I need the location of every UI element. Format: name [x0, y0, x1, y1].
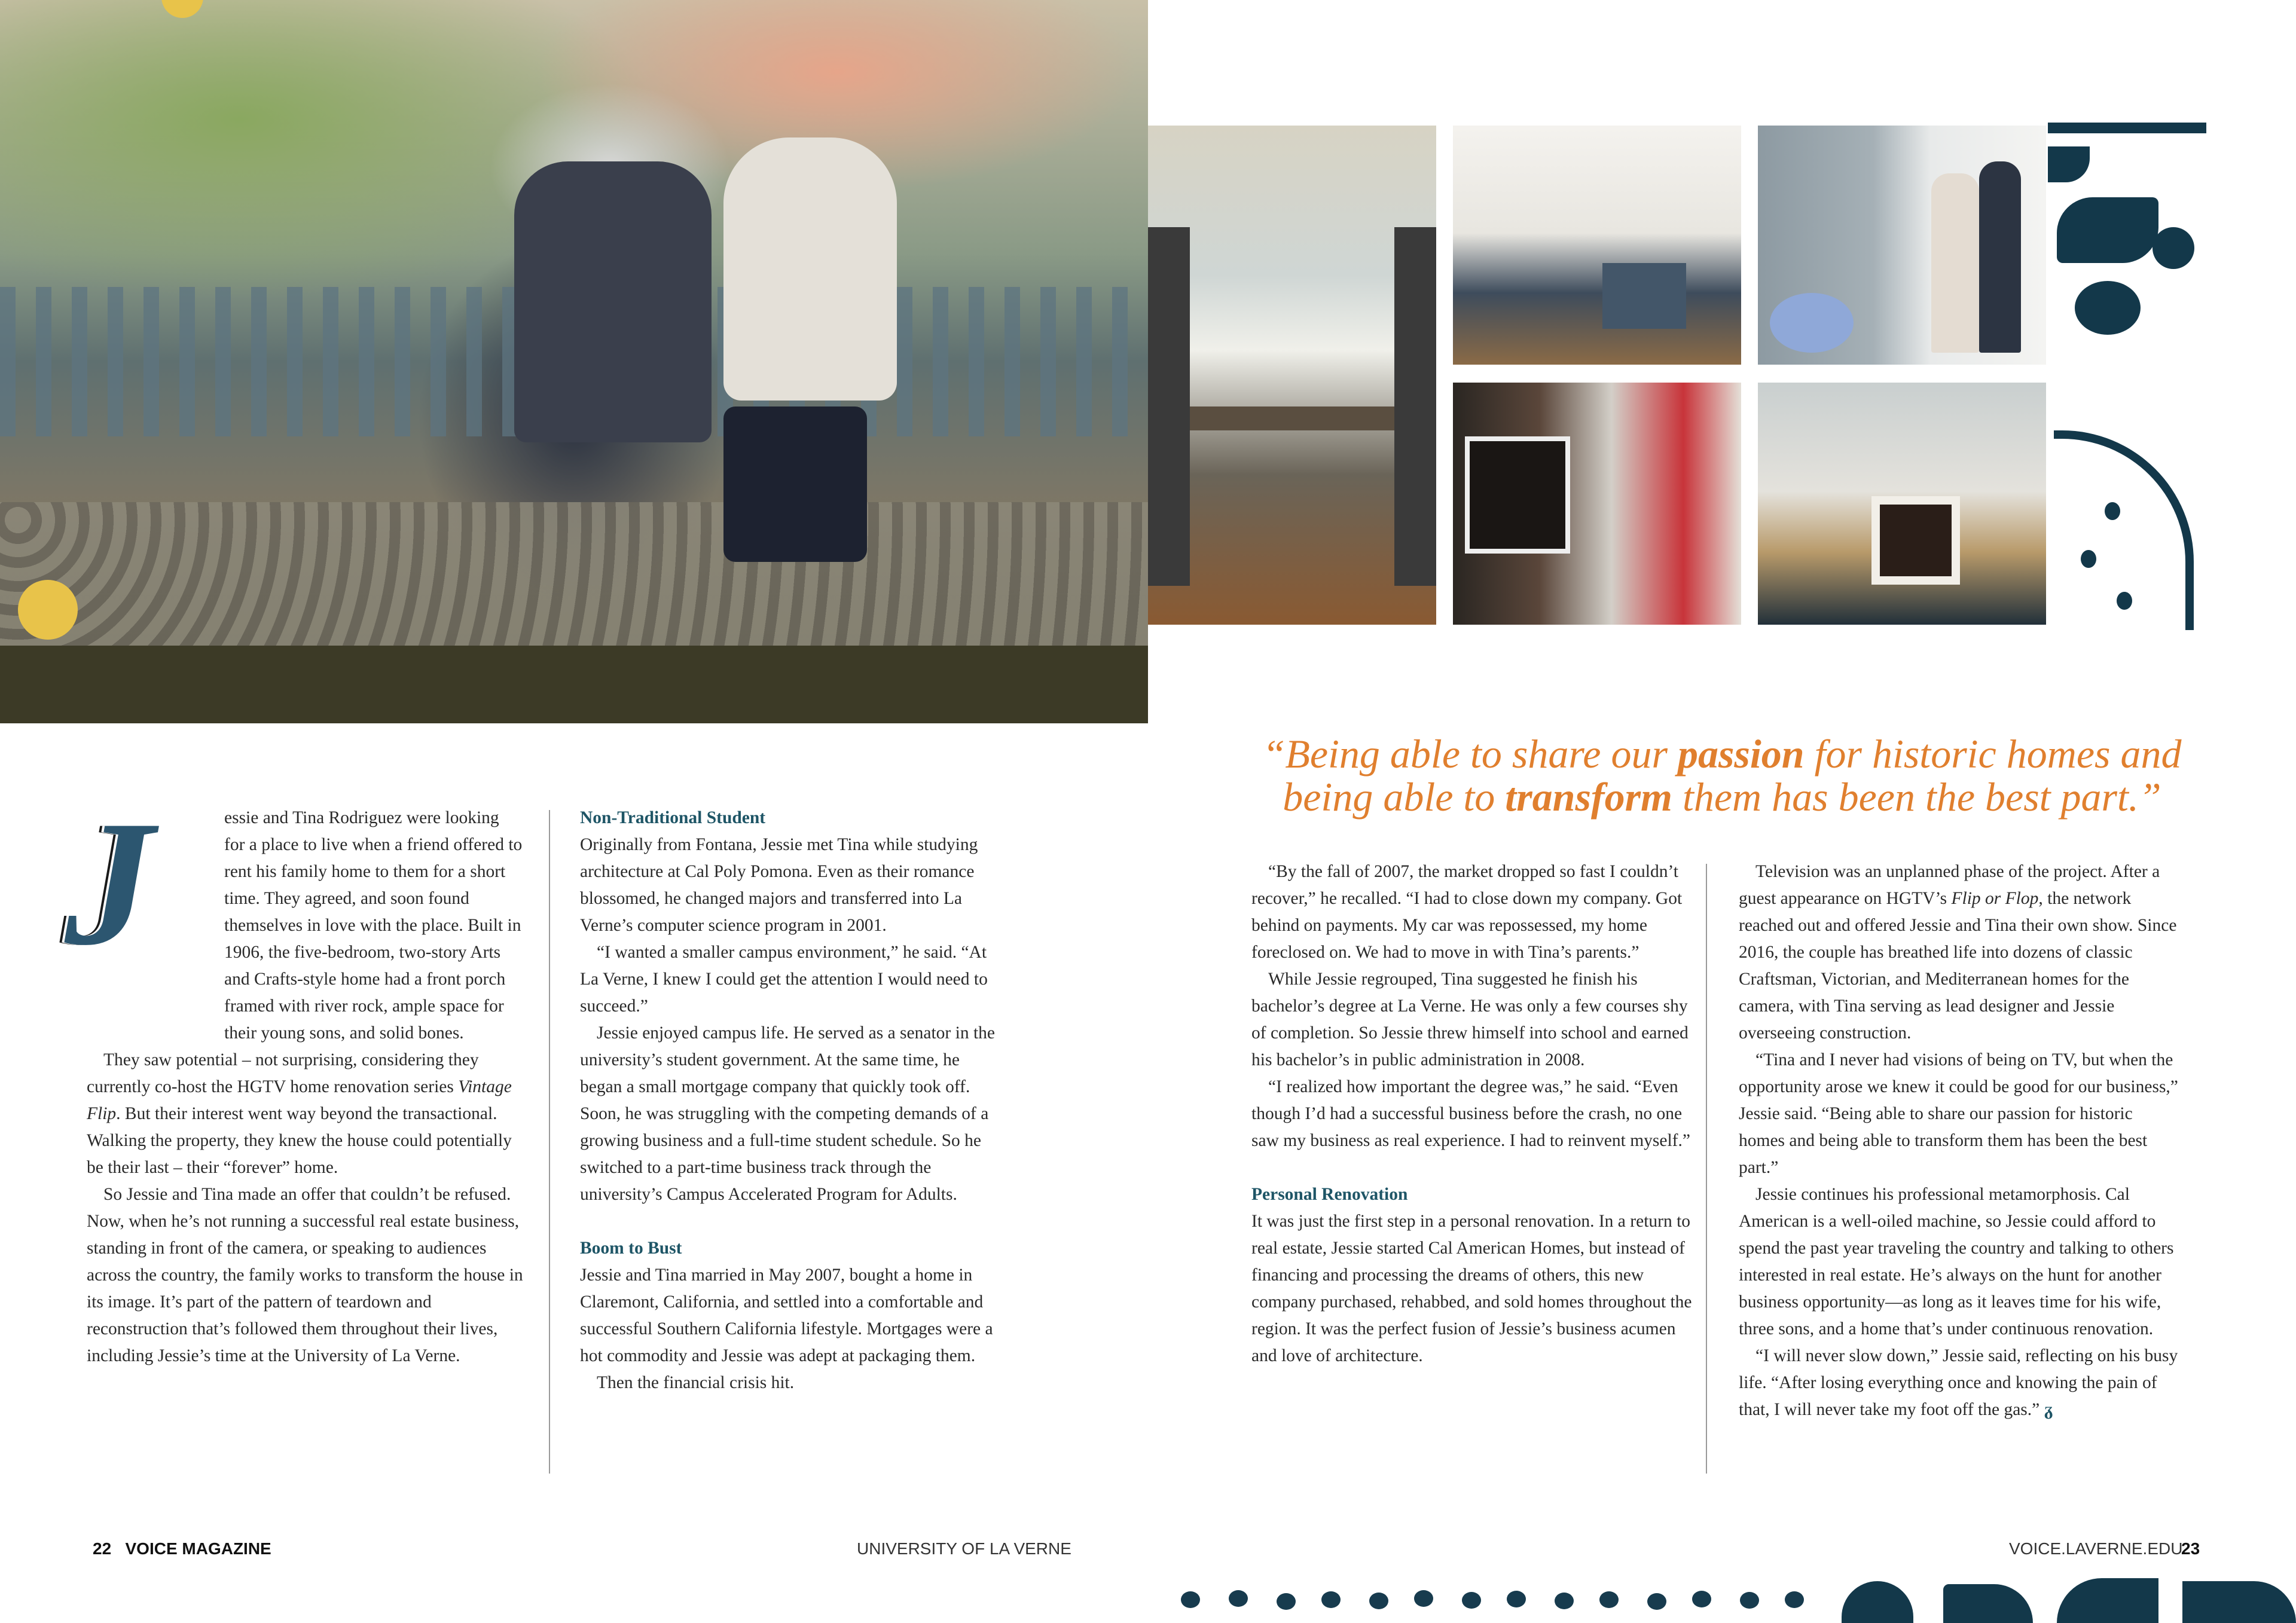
drop-cap-space [66, 805, 227, 960]
man-at-door [1979, 161, 2021, 353]
paragraph: “I will never slow down,” Jessie said, reflecting on his busy life. “After losing everything once and knowing the pain of that, I will never take my foot off the gas.” ᵹ [1739, 1346, 2178, 1419]
kitchen-island [1602, 263, 1686, 329]
paragraph: essie and Tina Rodriguez were looking for a place to live when a friend offered to rent his family home to them for a short time. They agreed, and soon found themselves in love with the place. Built in 1906, the five-bedroom, two-story Arts and Crafts-style home had a front porch framed with river rock, ample space for their young sons, and solid bones. [224, 808, 523, 1043]
article-column-2 [580, 805, 1004, 1396]
paragraph: Television was an unplanned phase of the project. After a guest appearance on HGTV’s Flip or Flop, the network reached out and offered Jessie and Tina their own show. Since 2016, the couple has breathed life into dozens of classic Craftsman, Victorian, and Mediterranean homes for the camera, with Tina serving as lead designer and Jessie overseeing construction. [1739, 862, 2177, 1043]
fireplace [1465, 436, 1570, 554]
footer-center: UNIVERSITY OF LA VERNE [857, 1539, 1071, 1558]
lemon-fruit [161, 0, 203, 18]
paragraph: “By the fall of 2007, the market dropped so fast I couldn’t recover,” he recalled. “I had to close down my company. Got behind on payments. My car was repossessed, my home foreclosed on. We had to move in with Tina’s parents.” [1251, 862, 1683, 962]
section-heading-boom-to-bust: Boom to Bust [580, 1239, 682, 1258]
woman-at-door [1931, 173, 1979, 353]
porch-photo [1758, 126, 2046, 365]
paragraph: Jessie continues his professional metamorphosis. Cal American is a well-oiled machine, so Jessie could afford to spend the past year traveling the country and talking to others interested in real estate. He’s always on the hunt for another business opportunity—as long as it leaves time for his wife, three sons, and a home that’s under continuous renovation. [1739, 1185, 2174, 1338]
pull-quote: “Being able to share our passion for historic homes and being able to transform them has been the best part.” [1262, 731, 2182, 820]
page-number-right: 23 [2181, 1539, 2200, 1558]
couple-fireplace-photo [1453, 383, 1741, 625]
curtain-right [1394, 227, 1436, 586]
paragraph: “Tina and I never had visions of being on TV, but when the opportunity arose we knew it could be good for our business,” Jessie said. “Being able to share our passion for historic homes and being able to transform them has been the best part.” [1739, 1050, 2178, 1177]
end-mark-icon: ᵹ [2044, 1400, 2053, 1419]
garden-ground [0, 646, 1148, 723]
stone-wall-decoration [0, 502, 1148, 652]
tile-dot-decoration [1599, 1591, 1619, 1608]
drop-cap: J [65, 784, 154, 982]
lemon-fruit [18, 580, 78, 640]
tile-dot-decoration [1321, 1591, 1341, 1608]
woman-legs [723, 406, 867, 562]
paragraph: Originally from Fontana, Jessie met Tina while studying architecture at Cal Poly Pomona. Even as their romance blossomed, he changed majors and transferred into La Verne’s computer science program in 2001. [580, 835, 978, 935]
tile-decoration [2152, 227, 2194, 269]
article-column-3 [1251, 858, 1694, 1370]
footer-url: VOICE.LAVERNE.EDU [2009, 1539, 2183, 1558]
tile-decoration [2081, 550, 2096, 568]
dining-room-photo [1148, 126, 1436, 625]
tile-dot-decoration [1369, 1593, 1388, 1609]
paragraph: Jessie and Tina married in May 2007, bought a home in Claremont, California, and settled into a comfortable and successful Southern California lifestyle. Mortgages were a hot commodity and Jessie was adept at packaging them. [580, 1266, 993, 1365]
tile-decoration [2057, 197, 2158, 263]
tile-decoration [2048, 146, 2090, 182]
show-title: Vintage Flip [87, 1077, 512, 1123]
column-rule [1706, 864, 1707, 1474]
tile-dot-decoration [1692, 1591, 1711, 1607]
paragraph: So Jessie and Tina made an offer that couldn’t be refused. Now, when he’s not running a successful real estate business, standing in front of the camera, or speaking to audiences across the country, the family works to transform the house in its image. It’s part of the pattern of teardown and reconstruction that’s followed them throughout their lives, including Jessie’s time at the University of La Verne. [87, 1185, 523, 1365]
curtain-left [1148, 227, 1190, 586]
paragraph: “I wanted a smaller campus environment,” he said. “At La Verne, I knew I could get the attention I would need to succeed.” [580, 943, 988, 1016]
article-column-4 [1739, 858, 2181, 1423]
paragraph: Then the financial crisis hit. [597, 1373, 795, 1392]
column-rule [549, 810, 550, 1474]
magazine-title: VOICE MAGAZINE [125, 1539, 271, 1558]
tile-dot-decoration [1785, 1591, 1804, 1608]
tile-dot-decoration [1740, 1592, 1759, 1609]
tile-dot-decoration [1277, 1593, 1296, 1610]
woman-figure [723, 137, 897, 401]
tile-decoration [1842, 1581, 1913, 1623]
tile-decoration [1943, 1584, 2033, 1623]
kitchen-photo [1453, 126, 1741, 365]
living-room-photo [1758, 383, 2046, 625]
tile-decoration [2057, 1578, 2158, 1623]
pull-quote-emphasis-transform: transform [1505, 774, 1672, 820]
footer-left [93, 1539, 271, 1558]
paragraph: They saw potential – not surprising, considering they currently co-host the HGTV home renovation series Vintage Flip. But their interest went way beyond the transactional. Walking the property, they knew the house could potentially be their last – their “forever” home. [87, 1050, 512, 1177]
section-heading-non-traditional-student: Non-Traditional Student [580, 808, 766, 827]
tile-dot-decoration [1229, 1590, 1248, 1607]
man-figure [514, 161, 712, 442]
tile-dot-decoration [1462, 1592, 1481, 1609]
hero-photo [0, 0, 1148, 723]
fireplace [1871, 496, 1960, 585]
tile-dot-decoration [1647, 1593, 1666, 1610]
tile-dot-decoration [1181, 1591, 1200, 1608]
tile-dot-decoration [1414, 1590, 1433, 1607]
show-title: Flip or Flop [1951, 889, 2039, 908]
page-number-left: 22 [93, 1539, 112, 1558]
hydrangea-flowers [1770, 293, 1854, 353]
tile-decoration [2105, 502, 2120, 520]
paragraph: “I realized how important the degree was,” he said. “Even though I’d had a successful business before the crash, no one saw my business as real experience. I had to reinvent myself.” [1251, 1077, 1690, 1150]
section-heading-personal-renovation: Personal Renovation [1251, 1185, 1408, 1204]
paragraph: While Jessie regrouped, Tina suggested he finish his bachelor’s degree at La Verne. He was only a few courses shy of completion. So Jessie threw himself into school and earned his bachelor’s in public administration in 2008. [1251, 970, 1689, 1069]
tile-decoration [2182, 1581, 2296, 1623]
tile-dot-decoration [1507, 1591, 1526, 1607]
tile-decoration [2048, 123, 2206, 133]
tile-dot-decoration [1555, 1593, 1574, 1609]
pull-quote-emphasis-passion: passion [1677, 731, 1805, 777]
paragraph: Jessie enjoyed campus life. He served as a senator in the university’s student government. At the same time, he began a small mortgage company that quickly took off. Soon, he was struggling with the competing demands of a growing business and a full-time student schedule. So he switched to a part-time business track through the university’s Campus Accelerated Program for Adults. [580, 1023, 995, 1204]
tile-decoration [2075, 281, 2141, 335]
tile-decoration [2117, 592, 2132, 610]
dining-table [1184, 406, 1399, 430]
paragraph: It was just the first step in a personal renovation. In a return to real estate, Jessie started Cal American Homes, but instead of financing and processing the dreams of others, this new company purchased, rehabbed, and sold homes throughout the region. It was the perfect fusion of Jessie’s business acumen and love of architecture. [1251, 1212, 1692, 1365]
